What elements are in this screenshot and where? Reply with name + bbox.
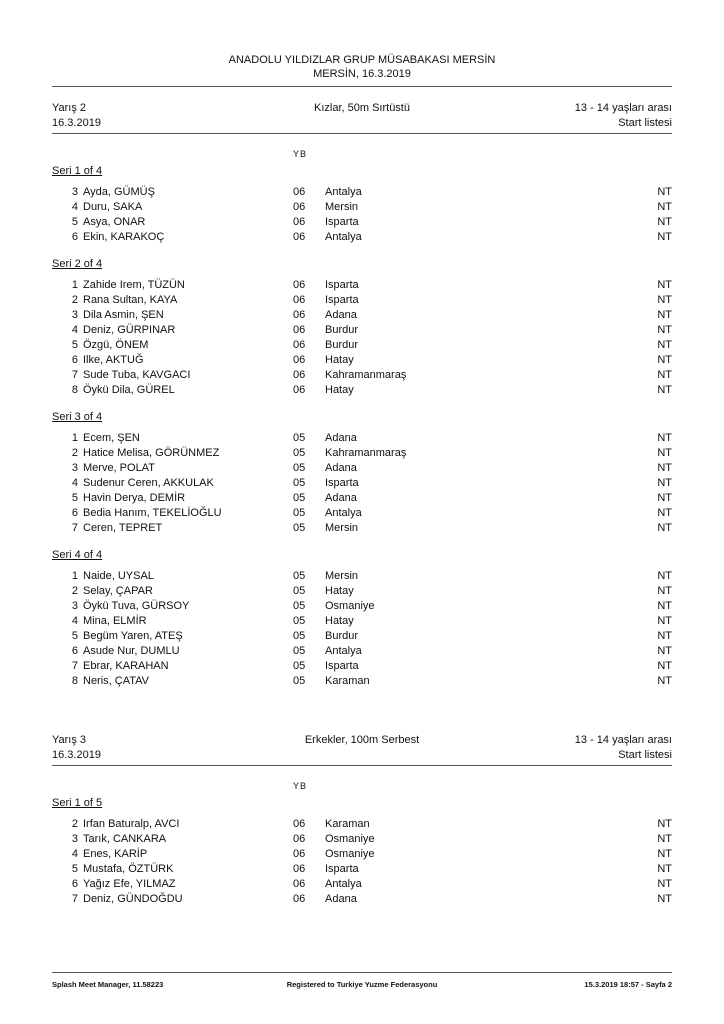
- club-name: Mersin: [325, 570, 359, 582]
- club-name: Antalya: [325, 231, 362, 243]
- entry-time: NT: [657, 339, 672, 351]
- lane-number: 7: [71, 369, 78, 381]
- swimmer-name: Enes, KARİP: [83, 848, 148, 860]
- table-row: [0, 476, 724, 491]
- heat-label: Seri 1 of 4: [52, 165, 103, 177]
- lane-number: 7: [71, 522, 78, 534]
- entry-time: NT: [657, 294, 672, 306]
- birth-year: 05: [293, 630, 306, 642]
- swimmer-name: Mustafa, ÖZTÜRK: [83, 863, 174, 875]
- birth-year: 05: [293, 585, 306, 597]
- birth-year: 06: [293, 324, 306, 336]
- table-row: [0, 674, 724, 689]
- swimmer-name: Selay, ÇAPAR: [83, 585, 153, 597]
- swimmer-name: Ebrar, KARAHAN: [83, 660, 169, 672]
- entry-time: NT: [657, 507, 672, 519]
- table-row: [0, 461, 724, 476]
- table-row: [0, 323, 724, 338]
- swimmer-name: Hatice Melisa, GÖRÜNMEZ: [83, 447, 220, 459]
- swimmer-name: Ecem, ŞEN: [83, 432, 140, 444]
- table-row: [0, 308, 724, 323]
- club-name: Hatay: [325, 585, 354, 597]
- swimmer-name: Ceren, TEPRET: [83, 522, 163, 534]
- club-name: Burdur: [325, 324, 359, 336]
- lane-number: 6: [71, 354, 78, 366]
- club-name: Antalya: [325, 878, 362, 890]
- club-name: Hatay: [325, 384, 354, 396]
- table-row: [0, 353, 724, 368]
- race-number: Yarış 3: [52, 734, 87, 746]
- table-row: [0, 847, 724, 862]
- race-age-group: 13 - 14 yaşları arası: [574, 102, 672, 114]
- entry-time: NT: [657, 492, 672, 504]
- club-name: Burdur: [325, 339, 359, 351]
- birth-year: 05: [293, 522, 306, 534]
- entry-time: NT: [657, 660, 672, 672]
- entry-time: NT: [657, 462, 672, 474]
- lane-number: 5: [71, 216, 78, 228]
- club-name: Isparta: [325, 216, 359, 228]
- swimmer-name: Özgü, ÖNEM: [83, 339, 149, 351]
- birth-year: 06: [293, 818, 306, 830]
- lane-number: 7: [71, 660, 78, 672]
- swimmer-name: Merve, POLAT: [83, 462, 155, 474]
- club-name: Adana: [325, 492, 357, 504]
- swimmer-name: Dila Asmin, ŞEN: [83, 309, 164, 321]
- swimmer-name: Zahide Irem, TÜZÜN: [83, 279, 185, 291]
- lane-number: 5: [71, 339, 78, 351]
- table-row: [0, 491, 724, 506]
- club-name: Adana: [325, 462, 357, 474]
- swimmer-name: Mina, ELMİR: [83, 615, 147, 627]
- table-row: [0, 629, 724, 644]
- table-row: [0, 293, 724, 308]
- birth-year: 06: [293, 878, 306, 890]
- entry-time: NT: [657, 216, 672, 228]
- entry-time: NT: [657, 878, 672, 890]
- entry-time: NT: [657, 231, 672, 243]
- entry-time: NT: [657, 570, 672, 582]
- footer-registration: Registered to Turkiye Yuzme Federasyonu: [286, 980, 438, 989]
- swimmer-name: Öykü Tuva, GÜRSOY: [83, 600, 190, 612]
- birth-year: 06: [293, 369, 306, 381]
- birth-year: 05: [293, 492, 306, 504]
- club-name: Kahramanmaraş: [325, 447, 407, 459]
- entry-time: NT: [657, 522, 672, 534]
- table-row: [0, 215, 724, 230]
- swimmer-name: Ilke, AKTUĞ: [83, 354, 144, 366]
- race-list-type: Start listesi: [618, 117, 672, 129]
- lane-number: 1: [71, 570, 78, 582]
- birth-year: 05: [293, 645, 306, 657]
- birth-year: 06: [293, 384, 306, 396]
- birth-year: 06: [293, 848, 306, 860]
- table-row: [0, 521, 724, 536]
- lane-number: 1: [71, 432, 78, 444]
- table-row: [0, 185, 724, 200]
- table-row: [0, 431, 724, 446]
- race-list-type: Start listesi: [618, 749, 672, 761]
- table-row: [0, 644, 724, 659]
- swimmer-name: Yağız Efe, YILMAZ: [83, 878, 176, 890]
- lane-number: 4: [71, 477, 78, 489]
- lane-number: 5: [71, 863, 78, 875]
- entry-time: NT: [657, 893, 672, 905]
- entry-time: NT: [657, 863, 672, 875]
- table-row: [0, 892, 724, 907]
- lane-number: 4: [71, 324, 78, 336]
- lane-number: 8: [71, 675, 78, 687]
- club-name: Adana: [325, 309, 357, 321]
- swimmer-name: Öykü Dila, GÜREL: [83, 384, 175, 396]
- entry-time: NT: [657, 848, 672, 860]
- race-date: 16.3.2019: [52, 749, 101, 761]
- lane-number: 3: [71, 462, 78, 474]
- club-name: Antalya: [325, 645, 362, 657]
- club-name: Kahramanmaraş: [325, 369, 407, 381]
- swimmer-name: Ayda, GÜMÜŞ: [83, 186, 155, 198]
- entry-time: NT: [657, 309, 672, 321]
- race-age-group: 13 - 14 yaşları arası: [574, 734, 672, 746]
- birth-year: 06: [293, 279, 306, 291]
- swimmer-name: Irfan Baturalp, AVCI: [83, 818, 180, 830]
- lane-number: 3: [71, 600, 78, 612]
- club-name: Mersin: [325, 201, 359, 213]
- table-row: [0, 338, 724, 353]
- birth-year: 06: [293, 339, 306, 351]
- swimmer-name: Asya, ONAR: [83, 216, 146, 228]
- lane-number: 6: [71, 231, 78, 243]
- club-name: Isparta: [325, 477, 359, 489]
- birth-year: 05: [293, 507, 306, 519]
- table-row: [0, 862, 724, 877]
- table-row: [0, 877, 724, 892]
- swimmer-name: Begüm Yaren, ATEŞ: [83, 630, 183, 642]
- table-row: [0, 569, 724, 584]
- race-event: Kızlar, 50m Sırtüstü: [314, 102, 410, 114]
- table-row: [0, 200, 724, 215]
- table-row: [0, 278, 724, 293]
- club-name: Osmaniye: [325, 848, 375, 860]
- lane-number: 4: [71, 615, 78, 627]
- club-name: Adana: [325, 432, 357, 444]
- race-date: 16.3.2019: [52, 117, 101, 129]
- club-name: Isparta: [325, 660, 359, 672]
- club-name: Isparta: [325, 863, 359, 875]
- swimmer-name: Asude Nur, DUMLU: [83, 645, 180, 657]
- club-name: Isparta: [325, 279, 359, 291]
- birth-year: 05: [293, 675, 306, 687]
- table-row: [0, 584, 724, 599]
- birth-year: 05: [293, 462, 306, 474]
- entry-time: NT: [657, 645, 672, 657]
- table-row: [0, 614, 724, 629]
- lane-number: 3: [71, 309, 78, 321]
- club-name: Adana: [325, 893, 357, 905]
- entry-time: NT: [657, 369, 672, 381]
- race-number: Yarış 2: [52, 102, 87, 114]
- club-name: Burdur: [325, 630, 359, 642]
- club-name: Mersin: [325, 522, 359, 534]
- birth-year: 06: [293, 833, 306, 845]
- swimmer-name: Havin Derya, DEMİR: [83, 492, 186, 504]
- entry-time: NT: [657, 432, 672, 444]
- club-name: Osmaniye: [325, 600, 375, 612]
- column-header-yb: YB: [293, 781, 308, 791]
- entry-time: NT: [657, 615, 672, 627]
- footer-timestamp: 15.3.2019 18:57 - Sayfa 2: [584, 980, 672, 989]
- club-name: Hatay: [325, 354, 354, 366]
- birth-year: 05: [293, 570, 306, 582]
- footer-software: Splash Meet Manager, 11.58223: [52, 980, 164, 989]
- birth-year: 06: [293, 231, 306, 243]
- swimmer-name: Sudenur Ceren, AKKULAK: [83, 477, 214, 489]
- heat-label: Seri 2 of 4: [52, 258, 103, 270]
- lane-number: 8: [71, 384, 78, 396]
- table-row: [0, 832, 724, 847]
- entry-time: NT: [657, 675, 672, 687]
- race-event: Erkekler, 100m Serbest: [304, 734, 420, 746]
- birth-year: 06: [293, 863, 306, 875]
- swimmer-name: Rana Sultan, KAYA: [83, 294, 178, 306]
- race-divider: [52, 765, 672, 766]
- entry-time: NT: [657, 585, 672, 597]
- table-row: [0, 506, 724, 521]
- swimmer-name: Tarık, CANKARA: [83, 833, 167, 845]
- birth-year: 06: [293, 186, 306, 198]
- table-row: [0, 659, 724, 674]
- birth-year: 05: [293, 600, 306, 612]
- entry-time: NT: [657, 600, 672, 612]
- table-row: [0, 817, 724, 832]
- lane-number: 6: [71, 645, 78, 657]
- heat-label: Seri 3 of 4: [52, 411, 103, 423]
- birth-year: 06: [293, 294, 306, 306]
- birth-year: 06: [293, 201, 306, 213]
- lane-number: 3: [71, 833, 78, 845]
- lane-number: 1: [71, 279, 78, 291]
- swimmer-name: Deniz, GÜRPINAR: [83, 324, 176, 336]
- birth-year: 05: [293, 447, 306, 459]
- heat-label: Seri 4 of 4: [52, 549, 103, 561]
- document-title: ANADOLU YILDIZLAR GRUP MÜSABAKASI MERSİN: [228, 54, 496, 66]
- birth-year: 05: [293, 660, 306, 672]
- entry-time: NT: [657, 447, 672, 459]
- race-divider: [52, 133, 672, 134]
- table-row: [0, 383, 724, 398]
- club-name: Antalya: [325, 507, 362, 519]
- table-row: [0, 230, 724, 245]
- entry-time: NT: [657, 833, 672, 845]
- swimmer-name: Duru, SAKA: [83, 201, 143, 213]
- heat-label: Seri 1 of 5: [52, 797, 103, 809]
- birth-year: 05: [293, 432, 306, 444]
- birth-year: 06: [293, 309, 306, 321]
- table-row: [0, 599, 724, 614]
- column-header-yb: YB: [293, 149, 308, 159]
- entry-time: NT: [657, 384, 672, 396]
- birth-year: 05: [293, 477, 306, 489]
- table-row: [0, 446, 724, 461]
- entry-time: NT: [657, 201, 672, 213]
- entry-time: NT: [657, 630, 672, 642]
- lane-number: 5: [71, 630, 78, 642]
- lane-number: 6: [71, 878, 78, 890]
- club-name: Isparta: [325, 294, 359, 306]
- birth-year: 06: [293, 216, 306, 228]
- swimmer-name: Sude Tuba, KAVGACI: [83, 369, 191, 381]
- swimmer-name: Bedia Hanım, TEKELİOĞLU: [83, 507, 222, 519]
- swimmer-name: Deniz, GÜNDOĞDU: [83, 893, 183, 905]
- footer-divider: [52, 972, 672, 973]
- document-subtitle: MERSİN, 16.3.2019: [313, 68, 411, 80]
- entry-time: NT: [657, 279, 672, 291]
- lane-number: 3: [71, 186, 78, 198]
- lane-number: 4: [71, 848, 78, 860]
- swimmer-name: Naide, UYSAL: [83, 570, 154, 582]
- lane-number: 2: [71, 447, 78, 459]
- lane-number: 4: [71, 201, 78, 213]
- lane-number: 2: [71, 294, 78, 306]
- table-row: [0, 368, 724, 383]
- birth-year: 06: [293, 893, 306, 905]
- lane-number: 2: [71, 585, 78, 597]
- club-name: Karaman: [325, 818, 370, 830]
- birth-year: 05: [293, 615, 306, 627]
- lane-number: 5: [71, 492, 78, 504]
- club-name: Karaman: [325, 675, 370, 687]
- entry-time: NT: [657, 186, 672, 198]
- lane-number: 6: [71, 507, 78, 519]
- header-divider: [52, 86, 672, 87]
- club-name: Antalya: [325, 186, 362, 198]
- entry-time: NT: [657, 477, 672, 489]
- entry-time: NT: [657, 354, 672, 366]
- swimmer-name: Neris, ÇATAV: [83, 675, 150, 687]
- swimmer-name: Ekin, KARAKOÇ: [83, 231, 165, 243]
- club-name: Osmaniye: [325, 833, 375, 845]
- entry-time: NT: [657, 324, 672, 336]
- lane-number: 2: [71, 818, 78, 830]
- entry-time: NT: [657, 818, 672, 830]
- lane-number: 7: [71, 893, 78, 905]
- birth-year: 06: [293, 354, 306, 366]
- club-name: Hatay: [325, 615, 354, 627]
